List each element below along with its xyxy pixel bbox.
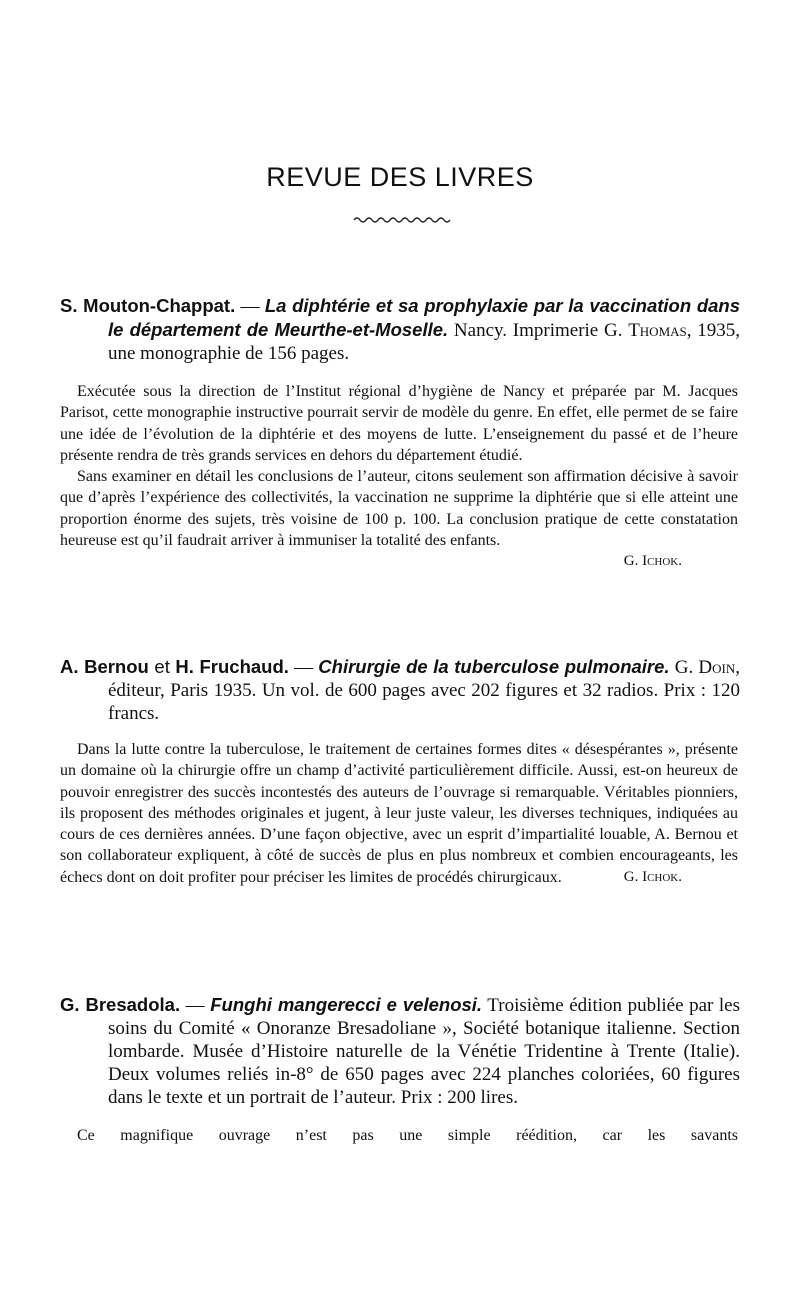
- review-1-author: S. Mouton-Chappat.: [60, 295, 236, 316]
- review-1-publisher-a: Nancy. Imprimerie G.: [448, 320, 629, 341]
- review-2-book-title: Chirurgie de la tuberculose pulmonaire.: [318, 656, 670, 677]
- review-1-heading: [0, 294, 800, 365]
- review-2-signature-initial: G.: [623, 868, 643, 885]
- page-title: REVUE DES LIVRES: [266, 162, 534, 192]
- review-3-paragraph-1: Ce magnifique ouvrage n’est pas une simple réédition, car les savants: [77, 1127, 738, 1144]
- review-1-paragraph-1: Exécutée sous la direction de l’Institut régional d’hygiène de Nancy et préparée par M. Jacques Parisot, cette monographie instructive pourrait servir de modèle du genre. En effet, elle permet de se faire une idée de l’évolution de la diphtérie et des moyens de lutte. L’enseignement du passé et de l’heure présente rendra de très grands services en dehors du département étudié.: [60, 383, 738, 464]
- review-2-author-b: H. Fruchaud.: [175, 656, 289, 677]
- review-1-publisher-b: , 1935, une monographie de 156 pages.: [108, 320, 740, 364]
- review-1: [0, 294, 800, 572]
- review-3-author: G. Bresadola.: [60, 994, 181, 1015]
- review-1-signature: [0, 551, 800, 572]
- review-2-publisher-name: Doin: [698, 657, 736, 678]
- review-2-heading: [0, 655, 800, 725]
- review-1-dash: —: [235, 296, 265, 317]
- review-1-publisher-name: Thomas: [628, 320, 687, 341]
- review-2: [0, 655, 800, 888]
- review-3: [0, 993, 800, 1146]
- review-2-conjunction: et: [148, 656, 176, 677]
- review-2-dash: —: [288, 657, 319, 678]
- review-3-book-title: Funghi mangerecci e velenosi.: [210, 994, 483, 1015]
- review-2-paragraph-1-text: Dans la lutte contre la tuberculose, le traitement de certaines formes dites « désespérantes », présente un domaine où la chirurgie offre un champ d’activité particulièrement difficile. Aussi, est-on heureux de pouvoir enregistrer des succès incontestés des auteurs de l’ouvrage si remarquable. Véritables pionniers, ils proposent des méthodes originales et jugent, à leur juste valeur, les diverses techniques, indiquées au cours de ces dernières années. D’une façon objective, avec un esprit d’impartialité louable, A. Bernou et son collaborateur expliquent, à côté de succès de plus en plus nombreux et combien encourageants, les échecs dont on doit profiter pour préciser les limites de procédés chirurgicaux.: [60, 741, 738, 886]
- review-1-paragraph-2: Sans examiner en détail les conclusions de l’auteur, citons seulement son affirmation décisive à savoir que d’après l’expérience des collectivités, la vaccination ne supprime la diphtérie que si elle atteint une proportion énorme des sujets, très voisine de 100 p. 100. La conclusion pratique de cette constatation heureuse est qu’il faudrait arriver à immuniser la totalité des enfants.: [60, 468, 738, 550]
- wavy-rule-ornament: [352, 214, 452, 226]
- review-3-dash: —: [180, 995, 211, 1016]
- review-2-signature: [607, 867, 682, 888]
- review-3-heading: [0, 993, 800, 1109]
- review-2-publisher-b: , éditeur, Paris 1935. Un vol. de 600 pages avec 202 figures et 32 radios. Prix : 120 francs.: [108, 657, 740, 724]
- review-2-paragraph-1: [0, 739, 800, 888]
- review-3-publication-info: Troisième édition publiée par les soins du Comité « Onoranze Bresadoliane », Société botanique italienne. Section lombarde. Musée d’Histoire naturelle de la Vénétie Tridentine à Trente (Italie). Deux volumes reliés in-8° de 650 pages avec 224 planches coloriées, 60 figures dans le texte et un portrait de l’auteur. Prix : 200 lires.: [108, 995, 741, 1108]
- review-2-publisher-a: G.: [669, 657, 699, 678]
- review-1-book-title: La diphtérie et sa prophylaxie par la vaccination dans le département de Meurthe-et-Moselle.: [108, 295, 740, 340]
- review-2-author-a: A. Bernou: [60, 656, 149, 677]
- review-2-signature-name: Ichok.: [642, 868, 682, 885]
- review-1-signature-initial: G.: [623, 553, 643, 570]
- review-1-signature-name: Ichok.: [642, 553, 682, 570]
